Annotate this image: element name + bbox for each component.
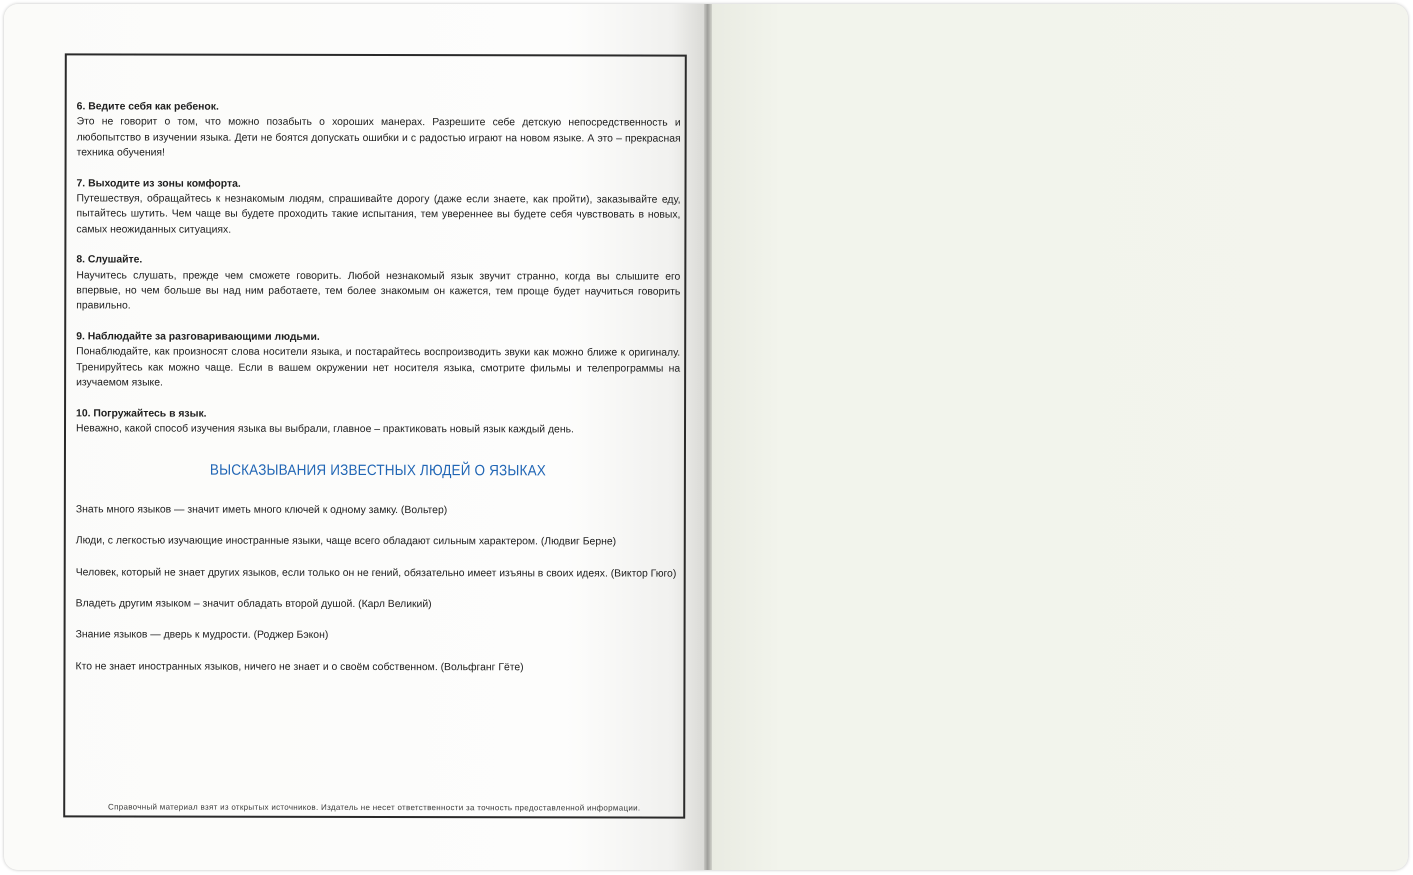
- tip-text: Неважно, какой способ изучения языка вы выбрали, главное – практиковать новый язык каждый день.: [76, 423, 574, 436]
- tip-text: Путешествуя, обращайтесь к незнакомым людям, спрашивайте дорогу (даже если знаете, как пройти), заказывайте еду, пытайтесь шутить. Чем чаще вы будете проходить такие испытания, тем увереннее вы будете себя чувствовать в новых, самых неожиданных ситуациях.: [76, 193, 681, 236]
- tip-9: [76, 329, 680, 392]
- tip-6: [77, 99, 681, 162]
- tip-text: Понаблюдайте, как произносят слова носители языка, и постарайтесь воспроизводить звуки как можно ближе к оригиналу. Тренируйтесь как можно чаще. Если в вашем окружении нет носителя языка, смотрите фильмы и телепрограммы на изучаемом языке.: [76, 346, 681, 389]
- quote-item: Владеть другим языком – значит обладать второй душой. (Карл Великий): [75, 598, 432, 611]
- tip-8: [76, 253, 680, 316]
- content-frame: [63, 53, 687, 818]
- tip-text: Научитесь слушать, прежде чем сможете говорить. Любой незнакомый язык звучит странно, когда вы слышите его впервые, но чем больше вы над ним работаете, тем более знакомым он кажется, тем проще будет научиться говорить правильно.: [76, 270, 681, 312]
- quote-item: Человек, который не знает других языков, если только он не гений, обязательно имеет изъяны в своих идеях. (Виктор Гюго): [75, 566, 677, 580]
- quotes-heading: ВЫСКАЗЫВАНИЯ ИЗВЕСТНЫХ ЛЮДЕЙ О ЯЗЫКАХ: [209, 461, 546, 480]
- right-page-blank: [712, 4, 1408, 870]
- tip-10: [76, 406, 680, 438]
- quote-item: Люди, с легкостью изучающие иностранные языки, чаще всего обладают сильным характером. (Людвиг Берне): [75, 535, 617, 548]
- tip-text: Это не говорит о том, что можно позабыть о хороших манерах. Разрешите себе детскую непосредственность и любопытство в изучении языка. Дети не боятся допускать ошибки и с радостью играют на новом языке. А это – прекрасная техника обучения!: [76, 116, 681, 159]
- left-page: [4, 4, 707, 870]
- quote-item: Знание языков — дверь к мудрости. (Роджер Бэкон): [75, 629, 329, 642]
- tip-7: [76, 176, 680, 239]
- quote-item: Знать много языков — значит иметь много ключей к одному замку. (Вольтер): [75, 504, 448, 516]
- tip-title: 7. Выходите из зоны комфорта.: [76, 177, 241, 190]
- tip-title: 8. Слушайте.: [76, 254, 143, 266]
- tip-title: 6. Ведите себя как ребенок.: [76, 101, 219, 113]
- page-content: [75, 99, 680, 691]
- tip-title: 10. Погружайтесь в язык.: [76, 407, 207, 420]
- open-notebook: [4, 4, 1408, 870]
- disclaimer-footnote: Справочный материал взят из открытых источников. Издатель не несет ответственности за точность предоставленной информации.: [108, 802, 641, 813]
- page-gutter: [704, 4, 712, 870]
- tip-title: 9. Наблюдайте за разговаривающими людьми.: [76, 331, 320, 343]
- quote-item: Кто не знает иностранных языков, ничего не знает и о своём собственном. (Вольфганг Гёте): [75, 661, 524, 674]
